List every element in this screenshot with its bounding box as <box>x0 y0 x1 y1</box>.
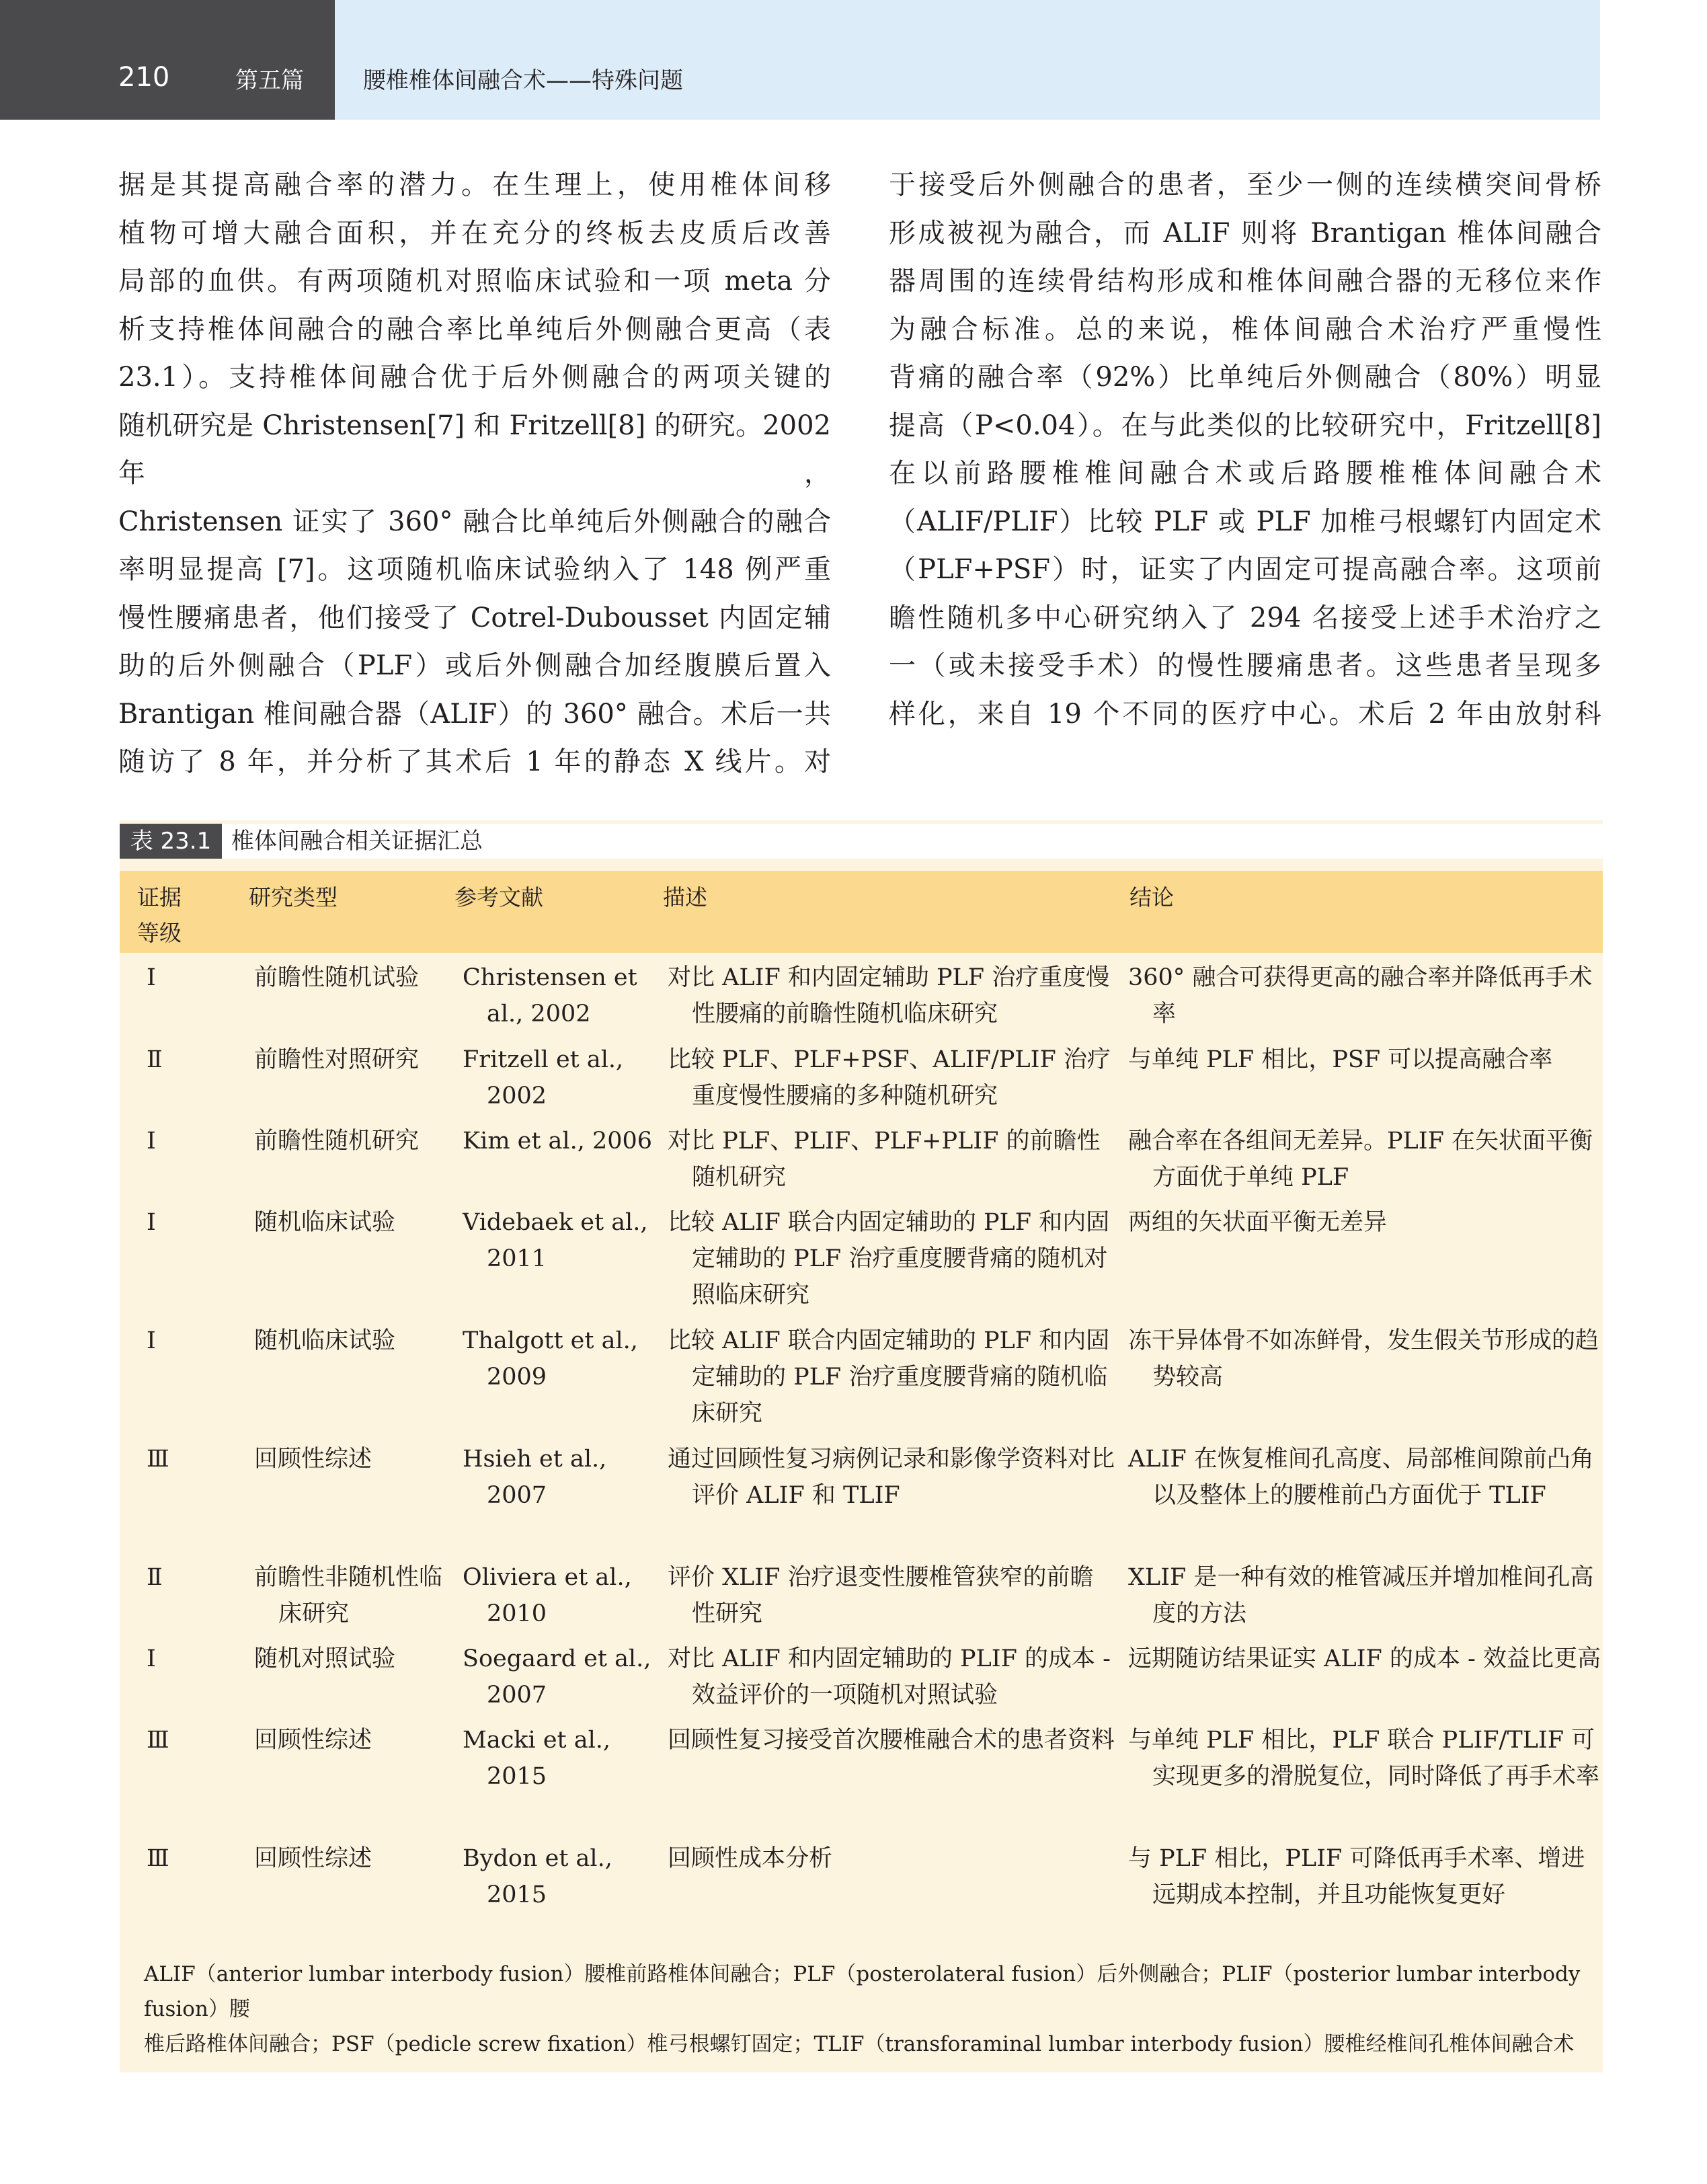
description-cell: 评价 XLIF 治疗退变性腰椎管狭窄的前瞻性研究 <box>668 1564 1094 1627</box>
study-type-cell: 前瞻性随机试验 <box>254 964 420 991</box>
body-column-left <box>118 161 831 787</box>
body-text-line: 随访了 8 年，并分析了其术后 1 年的静态 X 线片。对 <box>118 746 831 777</box>
body-text-line: 于接受后外侧融合的患者，至少一侧的连续横突间骨桥 <box>889 169 1601 200</box>
evidence-level-cell: Ⅰ <box>147 964 156 991</box>
description-cell: 比较 PLF、PLF+PSF、ALIF/PLIF 治疗重度慢性腰痛的多种随机研究 <box>668 1046 1111 1109</box>
body-text-line: 一（或未接受手术）的慢性腰痛患者。这些患者呈现多 <box>889 650 1601 681</box>
body-text-line: 为融合标准。总的来说，椎体间融合术治疗严重慢性 <box>889 313 1601 345</box>
reference-cell: Kim et al., 2006 <box>463 1128 653 1155</box>
description-cell: 比较 ALIF 联合内固定辅助的 PLF 和内固定辅助的 PLF 治疗重度腰背痛的随机临床研究 <box>668 1327 1110 1427</box>
body-text-line: 析支持椎体间融合的融合率比单纯后外侧融合更高（表 <box>118 313 831 345</box>
header-concl: 结论 <box>1129 884 1174 910</box>
study-type-cell: 随机临床试验 <box>254 1209 396 1236</box>
study-type-cell: 前瞻性对照研究 <box>254 1046 420 1073</box>
body-text-line: 率明显提高 [7]。这项随机临床试验纳入了 148 例严重 <box>118 554 831 585</box>
description-cell: 通过回顾性复习病例记录和影像学资料对比评价 ALIF 和 TLIF <box>668 1446 1115 1509</box>
body-text-line: 样化，来自 19 个不同的医疗中心。术后 2 年由放射科 <box>889 698 1601 730</box>
study-type-cell: 前瞻性非随机性临床研究 <box>254 1564 443 1627</box>
evidence-level-cell: Ⅰ <box>147 1128 156 1155</box>
table-label: 表 23.1 <box>120 824 222 859</box>
reference-cell: Hsieh et al., 2007 <box>463 1446 607 1509</box>
footnote-line: 椎后路椎体间融合；PSF（pedicle screw fixation）椎弓根螺钉固定；TLIF（transforaminal lumbar interbody fusion）腰椎经椎间孔椎体间融合术 <box>144 2032 1575 2056</box>
chapter-title: 腰椎椎体间融合术——特殊问题 <box>363 67 683 94</box>
description-cell: 对比 ALIF 和内固定辅助 PLF 治疗重度慢性腰痛的前瞻性随机临床研究 <box>668 964 1110 1027</box>
body-text-line: 局部的血供。有两项随机对照临床试验和一项 meta 分 <box>118 266 831 297</box>
body-text-line: 瞻性随机多中心研究纳入了 294 名接受上述手术治疗之 <box>889 602 1601 633</box>
header-ref: 参考文献 <box>454 884 543 910</box>
evidence-level-cell: Ⅰ <box>147 1209 156 1236</box>
page-number: 210 <box>118 62 170 93</box>
reference-cell: Macki et al., 2015 <box>463 1727 611 1790</box>
body-text-line: Christensen 证实了 360° 融合比单纯后外侧融合的融合 <box>118 506 831 537</box>
conclusion-cell: 与 PLF 相比，PLIF 可降低再手术率、增进远期成本控制，并且功能恢复更好 <box>1128 1845 1585 1908</box>
table-footnote <box>144 1957 1583 2062</box>
body-text-line: 慢性腰痛患者，他们接受了 Cotrel-Dubousset 内固定辅 <box>118 602 831 633</box>
conclusion-cell: 与单纯 PLF 相比，PSF 可以提高融合率 <box>1128 1046 1553 1073</box>
evidence-level-cell: Ⅰ <box>147 1645 156 1672</box>
conclusion-cell: 冻干异体骨不如冻鲜骨，发生假关节形成的趋势较高 <box>1128 1327 1599 1391</box>
header-page-block <box>0 0 335 120</box>
reference-cell: Oliviera et al., 2010 <box>463 1564 632 1627</box>
description-cell: 对比 ALIF 和内固定辅助的 PLIF 的成本 - 效益评价的一项随机对照试验 <box>668 1645 1111 1709</box>
body-text-line: Brantigan 椎间融合器（ALIF）的 360° 融合。术后一共 <box>118 698 831 730</box>
description-cell: 比较 ALIF 联合内固定辅助的 PLF 和内固定辅助的 PLF 治疗重度腰背痛的随机对照临床研究 <box>668 1209 1110 1309</box>
body-text-line: 23.1）。支持椎体间融合优于后外侧融合的两项关键的 <box>118 362 831 393</box>
body-text-line: 形成被视为融合，而 ALIF 则将 Brantigan 椎体间融合 <box>889 217 1601 249</box>
part-label: 第五篇 <box>235 67 304 94</box>
description-cell: 回顾性复习接受首次腰椎融合术的患者资料 <box>668 1727 1115 1754</box>
body-text-line: 在以前路腰椎椎间融合术或后路腰椎椎体间融合术 <box>889 458 1601 489</box>
evidence-level-cell: Ⅱ <box>147 1046 163 1073</box>
reference-cell: Fritzell et al., 2002 <box>463 1046 624 1109</box>
header-desc: 描述 <box>663 884 707 910</box>
body-text-line: （ALIF/PLIF）比较 PLF 或 PLF 加椎弓根螺钉内固定术 <box>889 506 1601 537</box>
description-cell: 对比 PLF、PLIF、PLF+PLIF 的前瞻性随机研究 <box>668 1128 1101 1191</box>
conclusion-cell: 融合率在各组间无差异。PLIF 在矢状面平衡方面优于单纯 PLF <box>1128 1128 1593 1191</box>
study-type-cell: 随机临床试验 <box>254 1327 396 1354</box>
reference-cell: Bydon et al., 2015 <box>463 1845 612 1908</box>
evidence-level-cell: Ⅲ <box>147 1845 169 1872</box>
study-type-cell: 随机对照试验 <box>254 1645 396 1672</box>
evidence-level-cell: Ⅰ <box>147 1327 156 1354</box>
body-text-line: 背痛的融合率（92%）比单纯后外侧融合（80%）明显 <box>889 362 1601 393</box>
body-text-line: 提高（P<0.04）。在与此类似的比较研究中，Fritzell[8] <box>889 410 1601 441</box>
description-cell: 回顾性成本分析 <box>668 1845 833 1872</box>
conclusion-cell: 远期随访结果证实 ALIF 的成本 - 效益比更高 <box>1128 1645 1601 1672</box>
body-column-right <box>889 161 1601 738</box>
body-text-line: 随机研究是 Christensen[7] 和 Fritzell[8] 的研究。2002 年， <box>118 410 831 489</box>
table-header-row <box>120 871 1603 953</box>
reference-cell: Christensen et al., 2002 <box>463 964 637 1027</box>
evidence-level-cell: Ⅲ <box>147 1446 169 1473</box>
study-type-cell: 前瞻性随机研究 <box>254 1128 420 1155</box>
conclusion-cell: 360° 融合可获得更高的融合率并降低再手术率 <box>1128 964 1593 1027</box>
study-type-cell: 回顾性综述 <box>254 1727 372 1754</box>
evidence-level-cell: Ⅲ <box>147 1727 169 1754</box>
study-type-cell: 回顾性综述 <box>254 1446 372 1473</box>
conclusion-cell: XLIF 是一种有效的椎管减压并增加椎间孔高度的方法 <box>1128 1564 1594 1627</box>
conclusion-cell: ALIF 在恢复椎间孔高度、局部椎间隙前凸角以及整体上的腰椎前凸方面优于 TLIF <box>1128 1446 1594 1509</box>
footnote-line: ALIF（anterior lumbar interbody fusion）腰椎前路椎体间融合；PLF（posterolateral fusion）后外侧融合；PLIF（posterior lumbar interbody fusion）腰 <box>144 1962 1581 2021</box>
body-text-line: 据是其提高融合率的潜力。在生理上，使用椎体间移 <box>118 169 831 200</box>
reference-cell: Thalgott et al., 2009 <box>463 1327 638 1391</box>
body-text-line: 器周围的连续骨结构形成和椎体间融合器的无移位来作 <box>889 266 1601 297</box>
header-title-block <box>335 0 1600 120</box>
study-type-cell: 回顾性综述 <box>254 1845 372 1872</box>
conclusion-cell: 两组的矢状面平衡无差异 <box>1128 1209 1388 1236</box>
conclusion-cell: 与单纯 PLF 相比，PLF 联合 PLIF/TLIF 可实现更多的滑脱复位，同时降低了再手术率 <box>1128 1727 1600 1790</box>
header-level: 证据 等级 <box>137 884 182 946</box>
body-text-line: 助的后外侧融合（PLF）或后外侧融合加经腹膜后置入 <box>118 650 831 681</box>
reference-cell: Soegaard et al., 2007 <box>463 1645 651 1709</box>
evidence-level-cell: Ⅱ <box>147 1564 163 1591</box>
body-text-line: （PLF+PSF）时，证实了内固定可提高融合率。这项前 <box>889 554 1601 585</box>
header-type: 研究类型 <box>249 884 338 910</box>
table-title: 椎体间融合相关证据汇总 <box>222 824 1603 859</box>
body-text-line: 植物可增大融合面积，并在充分的终板去皮质后改善 <box>118 217 831 249</box>
reference-cell: Videbaek et al., 2011 <box>463 1209 648 1272</box>
